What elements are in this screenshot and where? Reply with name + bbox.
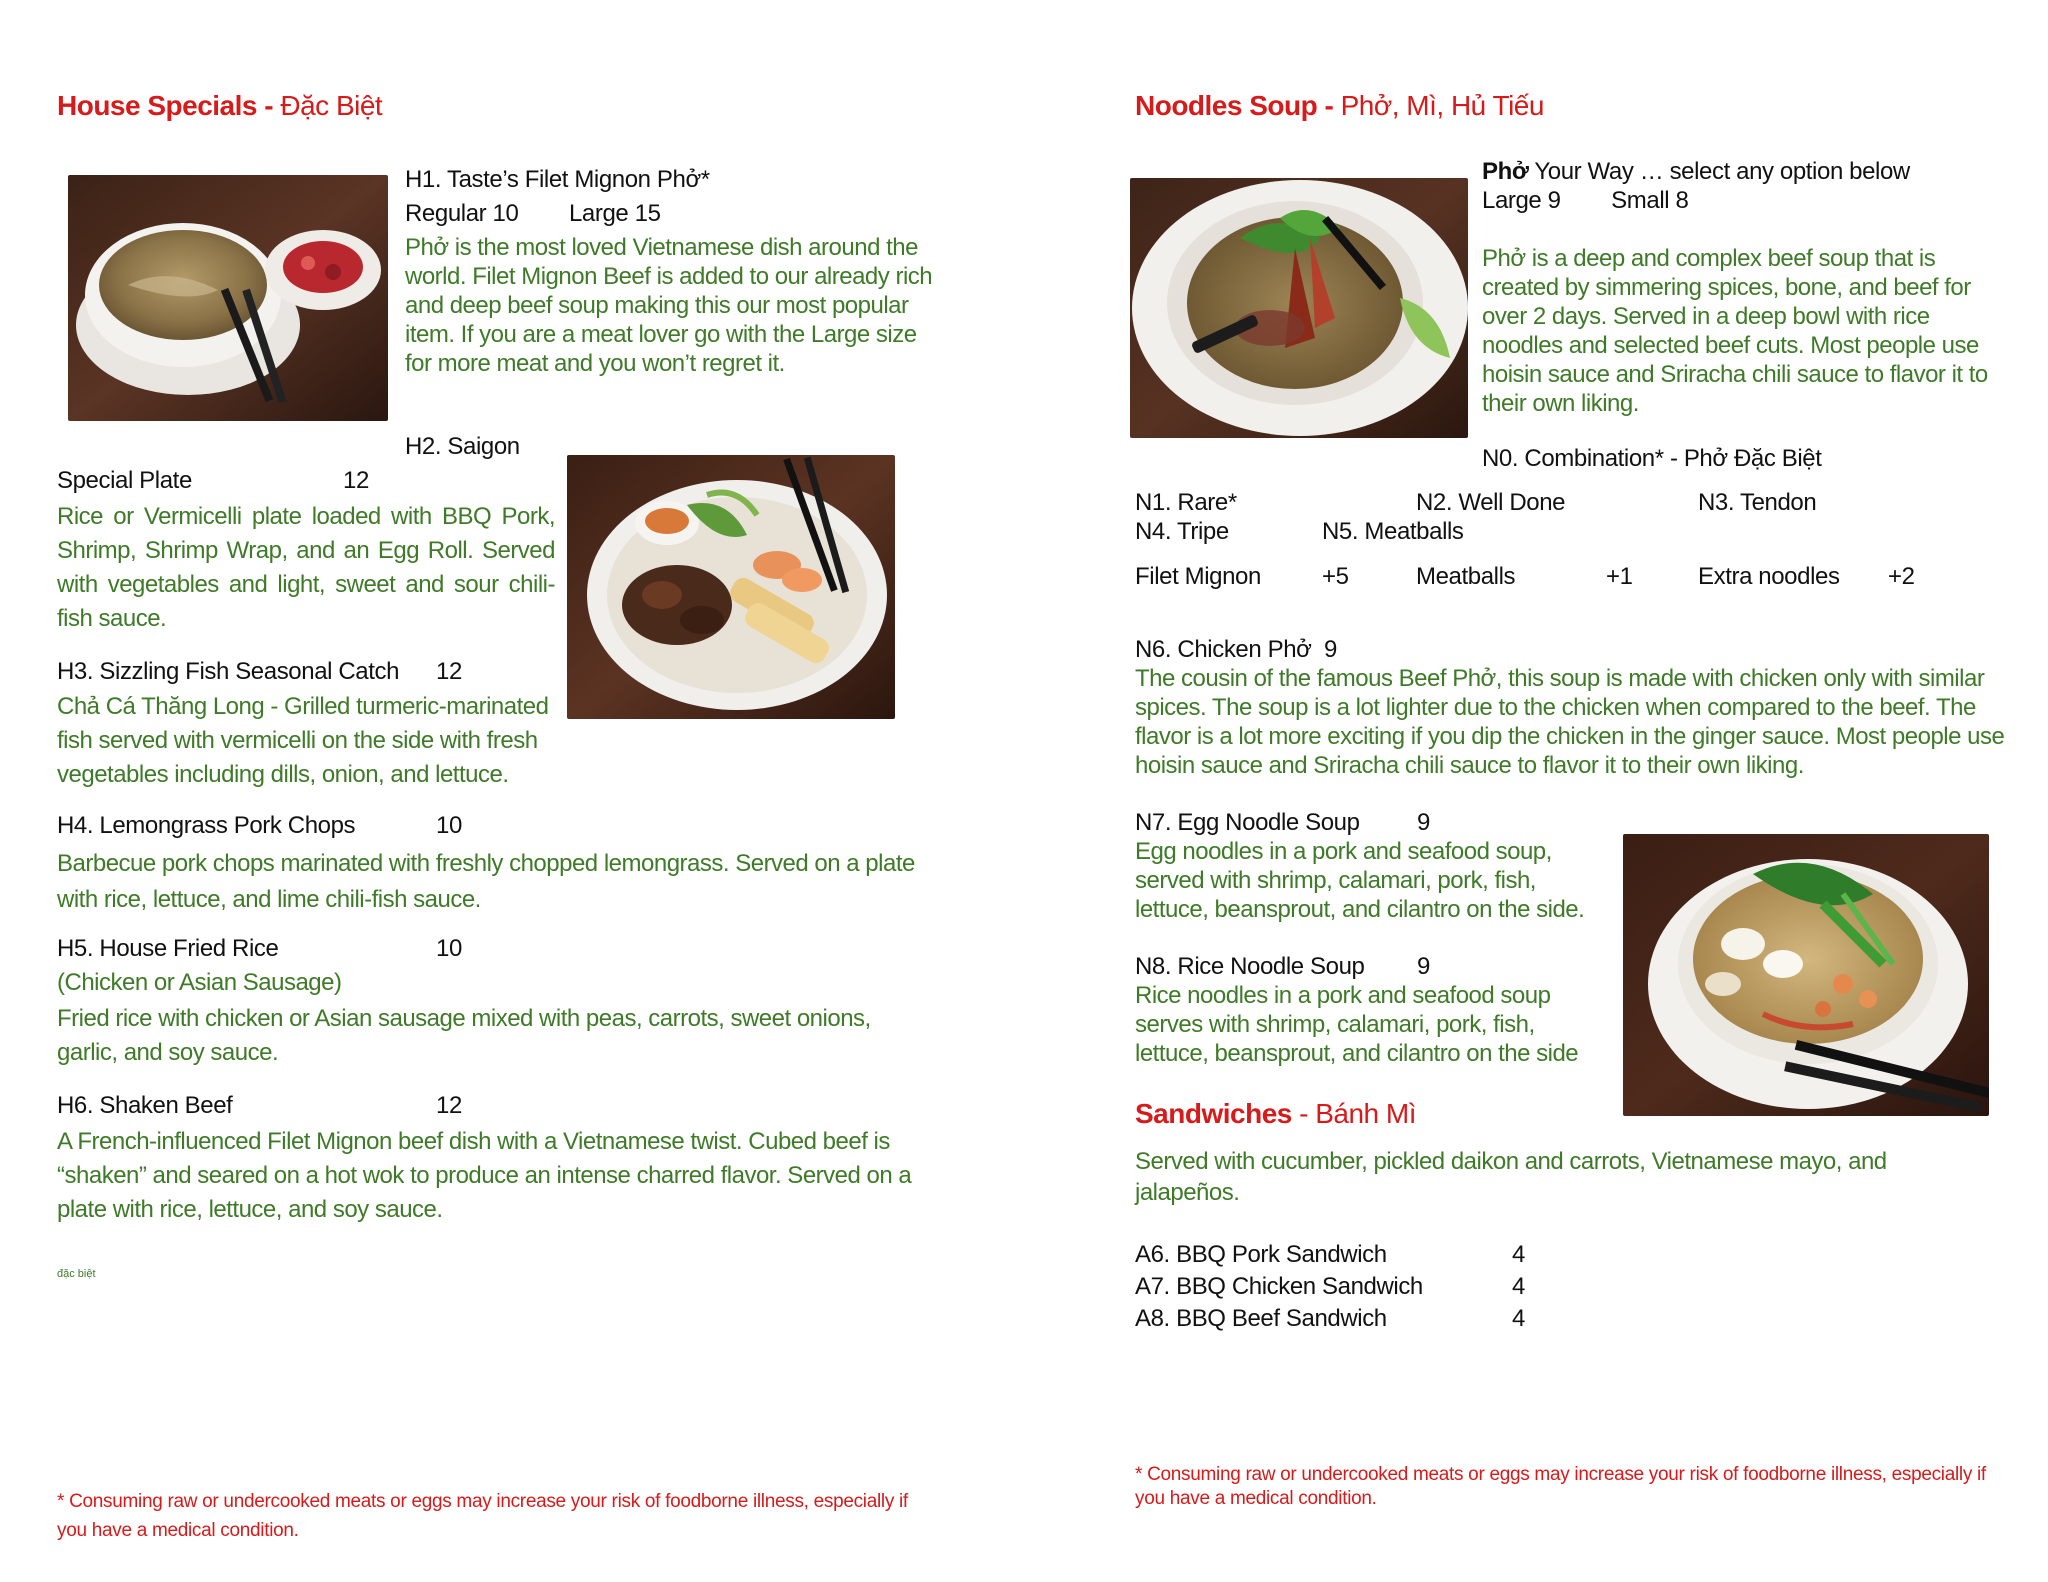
dac-biet-label: đặc biệt xyxy=(57,1268,96,1280)
addon-price: +2 xyxy=(1888,563,1915,590)
right-footnote: * Consuming raw or undercooked meats or eggs may increase your risk of foodborne illness, especially if you have a medical condition. xyxy=(1135,1464,1986,1509)
addon-name: Extra noodles xyxy=(1698,563,1840,590)
heading-english: Sandwiches xyxy=(1135,1098,1292,1129)
h2-title-cont: Special Plate xyxy=(57,467,192,494)
addon-name: Meatballs xyxy=(1416,563,1516,590)
noodles-soup-heading xyxy=(1135,90,1544,122)
h4-title: H4. Lemongrass Pork Chops xyxy=(57,812,356,839)
h3-price: 12 xyxy=(436,658,462,685)
sandwich-description: Served with cucumber, pickled daikon and carrots, Vietnamese mayo, and jalapeños. xyxy=(1135,1148,1887,1206)
h5-description: Fried rice with chicken or Asian sausage mixed with peas, carrots, sweet onions, garlic, and soy sauce. xyxy=(57,1005,871,1066)
sandwich-item: A7. BBQ Chicken Sandwich xyxy=(1135,1273,1423,1300)
h1-sizes xyxy=(405,199,661,228)
h5-subtitle: (Chicken or Asian Sausage) xyxy=(57,969,342,996)
h1-large-price: Large 15 xyxy=(568,200,661,227)
pho-sizes xyxy=(1482,186,1688,215)
n7-price: 9 xyxy=(1417,809,1430,836)
saigon-plate-photo xyxy=(567,455,895,719)
n8-title: N8. Rice Noodle Soup xyxy=(1135,953,1365,980)
h1-description: Phở is the most loved Vietnamese dish around the world. Filet Mignon Beef is added to our already rich and deep beef soup making this our most popular item. If you are a meat lover go with the Large size for more meat and you won’t regret it. xyxy=(405,234,933,377)
sandwich-price: 4 xyxy=(1512,1273,1525,1300)
sandwich-item: A6. BBQ Pork Sandwich xyxy=(1135,1241,1387,1268)
h4-description: Barbecue pork chops marinated with freshly chopped lemongrass. Served on a plate with rice, lettuce, and lime chili-fish sauce. xyxy=(57,850,915,913)
sandwich-item: A8. BBQ Beef Sandwich xyxy=(1135,1305,1387,1332)
sandwich-price: 4 xyxy=(1512,1305,1525,1332)
h2-title: H2. Saigon xyxy=(405,433,520,460)
heading-english: Noodles Soup - xyxy=(1135,90,1341,121)
h5-title: H5. House Fried Rice xyxy=(57,935,279,962)
n0-combination: N0. Combination* - Phở Đặc Biệt xyxy=(1482,445,1822,472)
addon-price: +1 xyxy=(1606,563,1633,590)
h1-title: H1. Taste’s Filet Mignon Phở* xyxy=(405,166,710,193)
h2-price: 12 xyxy=(343,467,369,494)
h2-description: Rice or Vermicelli plate loaded with BBQ Pork, Shrimp, Shrimp Wrap, and an Egg Roll. Served with vegetables and light, sweet and sour chili-fish sauce. xyxy=(57,503,555,632)
h3-title: H3. Sizzling Fish Seasonal Catch xyxy=(57,658,400,685)
n8-price: 9 xyxy=(1417,953,1430,980)
sandwich-price: 4 xyxy=(1512,1241,1525,1268)
addon-price: +5 xyxy=(1322,563,1349,590)
pho-description: Phở is a deep and complex beef soup that is created by simmering spices, bone, and beef for over 2 days. Served in a deep bowl with rice noodles and selected beef cuts. Most people use hoisin sauce and Sriracha chili sauce to flavor it to their own liking. xyxy=(1482,245,1988,417)
option-n4: N4. Tripe xyxy=(1135,518,1229,545)
pho-title-rest: Your Way … select any option below xyxy=(1528,158,1910,185)
addon-name: Filet Mignon xyxy=(1135,563,1261,590)
left-footnote: * Consuming raw or undercooked meats or eggs may increase your risk of foodborne illness, especially if you have a medical condition. xyxy=(57,1491,908,1541)
pho-large-price: Large 9 xyxy=(1482,187,1561,214)
h6-description: A French-influenced Filet Mignon beef dish with a Vietnamese twist. Cubed beef is “shaken” and seared on a hot wok to produce an intense charred flavor. Served on a plate with rice, lettuce, and soy sauce. xyxy=(57,1128,912,1223)
n7-title: N7. Egg Noodle Soup xyxy=(1135,809,1360,836)
n6-price: 9 xyxy=(1324,636,1337,663)
h6-price: 12 xyxy=(436,1092,462,1119)
h1-regular-price: Regular 10 xyxy=(405,200,519,227)
n6-title xyxy=(1135,635,1337,664)
heading-vietnamese: Phở, Mì, Hủ Tiếu xyxy=(1340,90,1544,121)
h3-description: Chả Cá Thăng Long - Grilled turmeric-marinated fish served with vermicelli on the side with fresh vegetables including dills, onion, and lettuce. xyxy=(57,693,549,788)
noodle-soup-photo xyxy=(1623,834,1989,1116)
h6-title: H6. Shaken Beef xyxy=(57,1092,233,1119)
n6-description: The cousin of the famous Beef Phở, this soup is made with chicken only with similar spices. The soup is a lot lighter due to the chicken when compared to the beef. The flavor is a lot more exciting if you dip the chicken in the ginger sauce. Most people use hoisin sauce and Sriracha chili sauce to flavor it to their own liking. xyxy=(1135,665,2005,779)
option-n2: N2. Well Done xyxy=(1416,489,1566,516)
pho-bold: Phở xyxy=(1482,158,1529,185)
heading-english: House Specials - xyxy=(57,90,281,121)
house-specials-heading xyxy=(57,90,382,122)
option-n1: N1. Rare* xyxy=(1135,489,1237,516)
heading-vietnamese: Đặc Biệt xyxy=(280,90,383,121)
sandwiches-heading xyxy=(1135,1098,1416,1130)
pho-filet-photo xyxy=(68,175,388,421)
pho-your-way-title xyxy=(1482,157,1910,186)
option-n5: N5. Meatballs xyxy=(1322,518,1464,545)
n8-description: Rice noodles in a pork and seafood soup serves with shrimp, calamari, pork, fish, lettuce, beansprout, and cilantro on the side xyxy=(1135,982,1579,1067)
h5-price: 10 xyxy=(436,935,462,962)
heading-vietnamese: - Bánh Mì xyxy=(1291,1098,1417,1129)
option-n3: N3. Tendon xyxy=(1698,489,1817,516)
pho-bowl-photo xyxy=(1130,178,1468,438)
pho-small-price: Small 8 xyxy=(1611,187,1689,214)
n6-name: N6. Chicken Phở xyxy=(1135,636,1312,663)
h4-price: 10 xyxy=(436,812,462,839)
n7-description: Egg noodles in a pork and seafood soup, served with shrimp, calamari, pork, fish, lettuce, beansprout, and cilantro on the side. xyxy=(1135,838,1585,923)
